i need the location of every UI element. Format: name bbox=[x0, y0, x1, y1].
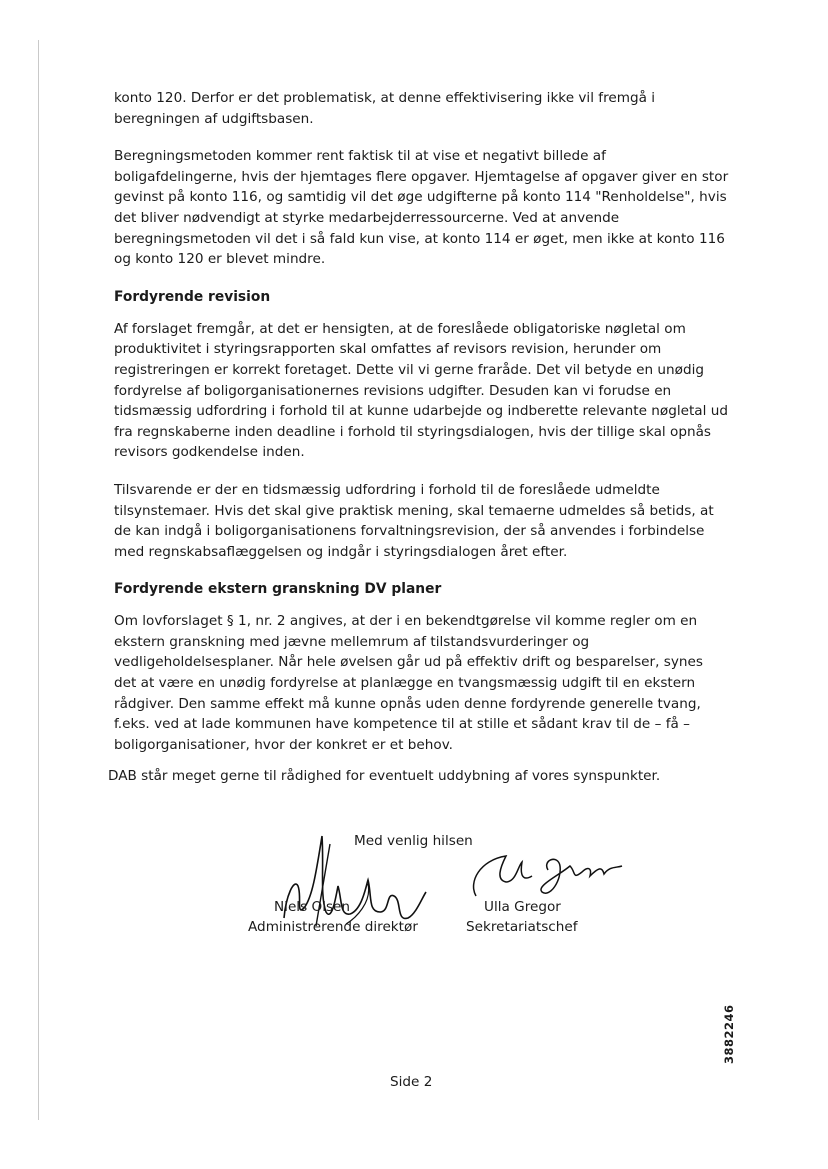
signatory-name: Ulla Gregor bbox=[484, 899, 561, 915]
signatory-right bbox=[466, 897, 578, 937]
paragraph: Tilsvarende er der en tidsmæssig udfordring i forhold til de foreslåede udmeldte tilsynstemaer. Hvis det skal give praktisk mening, skal temaerne udmeldes så betids, at de kan indgå i boligorganisationens forvaltningsrevision, der så anvendes i forbindelse med regnskabsaflæggelsen og indgår i styringsdialogen året efter. bbox=[114, 481, 714, 560]
paragraph: Af forslaget fremgår, at det er hensigten, at de foreslåede obligatoriske nøgletal om produktivitet i styringsrapporten skal omfattes af revisors revision, herunder om registreringen er korrekt foretaget. Dette vil vi gerne fraråde. Det vil betyde en unødig fordyrelse af boligorganisationernes revisions udgifter. Desuden kan vi forudse en tidsmæssig udfordring i forhold til at kunne udarbejde og indberette relevante nøgletal ud fra regnskaberne inden deadline i forhold til styringsdialogen, hvis der tillige skal opnås revisors godkendelse inden. bbox=[114, 320, 728, 461]
closing-sentence: DAB står meget gerne til rådighed for eventuelt uddybning af vores synspunkter. bbox=[108, 768, 661, 784]
section-heading-granskning: Fordyrende ekstern granskning DV planer bbox=[114, 581, 442, 598]
paragraph: Om lovforslaget § 1, nr. 2 angives, at der i en bekendtgørelse vil komme regler om en ekstern granskning med jævne mellemrum af tilstandsvurderinger og vedligeholdelsesplaner. Når hele øvelsen går ud på effektiv drift og besparelser, synes det at være en unødig fordyrelse at planlægge en tvangsmæssig udgift til en ekstern rådgiver. Den samme effekt må kunne opnås uden denne fordyrende generelle tvang, f.eks. ved at lade kommunen have kompetence til at stille et sådant krav til de – få – boligorganisationer, hvor der konkret er et behov. bbox=[114, 613, 703, 753]
scan-margin-line bbox=[38, 40, 39, 1120]
paragraph: Beregningsmetoden kommer rent faktisk til at vise et negativt billede af boligafdelingerne, hvis der hjemtages flere opgaver. Hjemtagelse af opgaver giver en stor gevinst på konto 116, og samtidig vil det øge udgifterne på konto 114 "Renholdelse", hvis det bliver nødvendigt at styrke medarbejderressourcerne. Ved at anvende beregningsmetoden vil det i så fald kun vise, at konto 114 er øget, men ikke at konto 116 og konto 120 er blevet mindre. bbox=[114, 148, 729, 268]
signatory-title: Administrerende direktør bbox=[248, 919, 418, 935]
signatory-title: Sekretariatschef bbox=[466, 919, 578, 935]
document-number: 3882246 bbox=[722, 1004, 736, 1064]
signatory-left bbox=[248, 897, 418, 937]
greeting: Med venlig hilsen bbox=[354, 833, 473, 849]
section-heading-revision: Fordyrende revision bbox=[114, 288, 271, 305]
paragraph: konto 120. Derfor er det problematisk, at denne effektivisering ikke vil fremgå i beregningen af udgiftsbasen. bbox=[114, 90, 656, 127]
signatory-name: Niels Olsen bbox=[274, 899, 351, 915]
letter-body bbox=[114, 88, 729, 772]
page-number: Side 2 bbox=[390, 1074, 433, 1090]
